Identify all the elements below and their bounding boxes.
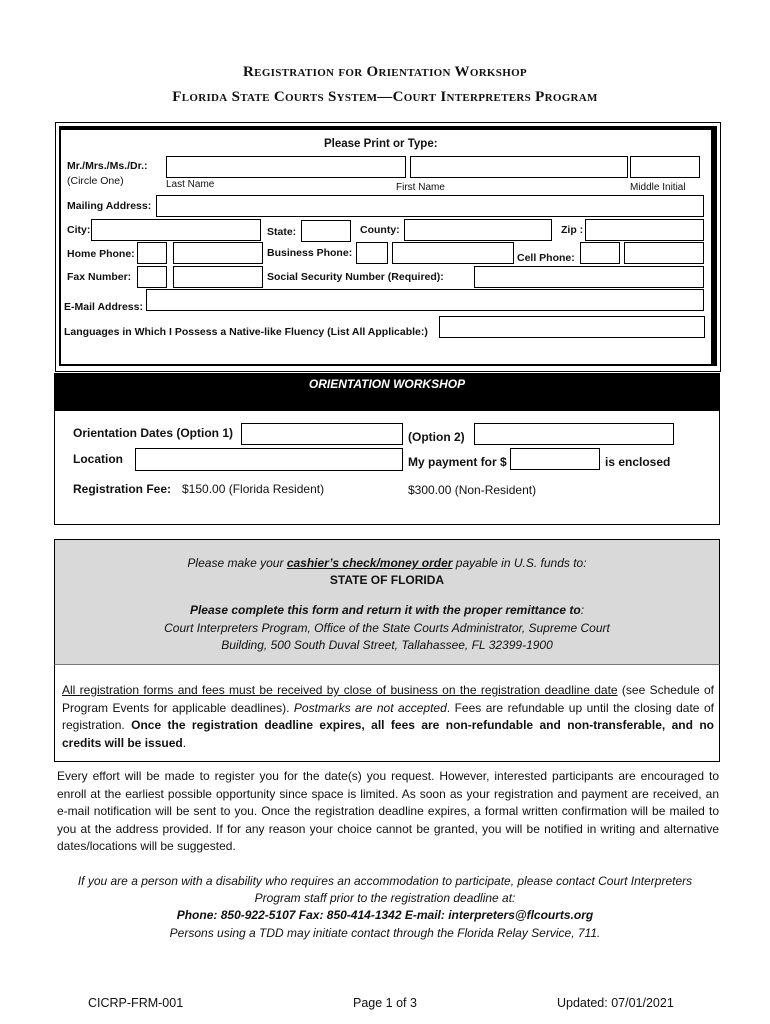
last-name-field[interactable] bbox=[166, 156, 406, 178]
city-field[interactable] bbox=[91, 219, 261, 241]
option2-field[interactable] bbox=[474, 423, 674, 445]
fee-nonresident: $300.00 (Non-Resident) bbox=[408, 483, 537, 497]
cell-phone-label: Cell Phone: bbox=[517, 252, 575, 264]
document-title: Registration for Orientation Workshop bbox=[243, 64, 527, 80]
tdd-note: Persons using a TDD may initiate contact through the Florida Relay Service, 711. bbox=[169, 926, 601, 940]
mailing-address-line1: Court Interpreters Program, Office of the State Courts Administrator, Supreme Court bbox=[164, 621, 610, 635]
mailing-address-label: Mailing Address: bbox=[67, 200, 152, 212]
fax-number-field[interactable] bbox=[173, 266, 263, 288]
complete-form-instruction: Please complete this form and return it with the proper remittance to: bbox=[189, 603, 585, 617]
updated-date: Updated: 07/01/2021 bbox=[557, 996, 674, 1010]
cashiers-check-text: cashier’s check/money order bbox=[286, 556, 453, 570]
payment-enclosed-label: is enclosed bbox=[605, 455, 671, 469]
business-phone-area-field[interactable] bbox=[356, 242, 388, 264]
ssn-field[interactable] bbox=[474, 266, 704, 288]
city-label: City: bbox=[67, 224, 91, 236]
form-id: CICRP-FRM-001 bbox=[88, 996, 184, 1010]
first-name-field[interactable] bbox=[410, 156, 628, 178]
fee-resident: $150.00 (Florida Resident) bbox=[182, 482, 325, 496]
payment-instruction-line: Please make your cashier’s check/money order payable in U.S. funds to: bbox=[187, 556, 587, 570]
deadline-notice: All registration forms and fees must be received by close of business on the registration deadline date (see Schedule of Program Events for applicable deadlines). Postmarks are not accepted. Fees are refundable up until the closing date of registration. Once the registration deadline expires, all fees are non-refundable and non-transferable, and no credits will be issued. bbox=[62, 683, 715, 750]
document-subtitle: Florida State Courts System—Court Interpreters Program bbox=[172, 89, 598, 105]
disability-note-line1: If you are a person with a disability who requires an accommodation to participate, please contact Court Interpreters bbox=[77, 874, 693, 888]
payment-amount-field[interactable] bbox=[510, 448, 600, 470]
cell-phone-number-field[interactable] bbox=[624, 242, 704, 264]
middle-initial-caption: Middle Initial bbox=[630, 182, 686, 193]
state-label: State: bbox=[267, 226, 297, 238]
fax-area-field[interactable] bbox=[137, 266, 167, 288]
home-phone-area-field[interactable] bbox=[137, 242, 167, 264]
dates-option1-field[interactable] bbox=[241, 423, 403, 445]
ssn-label: Social Security Number (Required): bbox=[267, 271, 444, 283]
zip-label: Zip : bbox=[561, 224, 584, 236]
email-label: E-Mail Address: bbox=[64, 301, 143, 313]
email-field[interactable] bbox=[146, 289, 704, 311]
option2-label: (Option 2) bbox=[408, 430, 465, 444]
last-name-caption: Last Name bbox=[166, 179, 215, 190]
zip-field[interactable] bbox=[585, 219, 704, 241]
frame-right-border bbox=[711, 126, 717, 366]
home-phone-label: Home Phone: bbox=[67, 248, 135, 260]
payment-label: My payment for $ bbox=[408, 455, 507, 469]
contact-info: Phone: 850-922-5107 Fax: 850-414-1342 E-mail: interpreters@flcourts.org bbox=[176, 908, 594, 922]
county-field[interactable] bbox=[404, 219, 552, 241]
salutation-label: Mr./Mrs./Ms./Dr.: bbox=[67, 160, 148, 172]
fax-number-label: Fax Number: bbox=[67, 271, 132, 283]
frame-top-border bbox=[59, 126, 717, 130]
disability-note-line2: Program staff prior to the registration deadline at: bbox=[254, 891, 516, 905]
registration-fee-label: Registration Fee: bbox=[73, 482, 172, 496]
location-field[interactable] bbox=[135, 448, 403, 471]
county-label: County: bbox=[360, 224, 400, 236]
info-paragraph: Every effort will be made to register you for the date(s) you request. However, interested participants are encouraged to enroll at the earliest possible opportunity since space is limited. As soon as your registration and payment are received, an e-mail notification will be sent to you. Once the registration deadline expires, a formal written confirmation will be mailed to you at the address provided. If for any reason your choice cannot be granted, you will be notified in writing and alternative dates/locations will be suggested. bbox=[57, 769, 719, 853]
mailing-address-field[interactable] bbox=[156, 195, 704, 217]
first-name-caption: First Name bbox=[396, 182, 445, 193]
circle-one-note: (Circle One) bbox=[67, 175, 124, 187]
business-phone-label: Business Phone: bbox=[267, 247, 353, 259]
middle-initial-field[interactable] bbox=[630, 156, 700, 178]
location-label: Location bbox=[73, 452, 123, 466]
page-number: Page 1 of 3 bbox=[353, 996, 417, 1010]
business-phone-number-field[interactable] bbox=[392, 242, 514, 264]
state-field[interactable] bbox=[301, 220, 351, 242]
languages-field[interactable] bbox=[439, 316, 705, 338]
mailing-address-line2: Building, 500 South Duval Street, Tallahassee, FL 32399-1900 bbox=[221, 638, 553, 652]
print-or-type-heading: Please Print or Type: bbox=[324, 138, 438, 150]
cell-phone-area-field[interactable] bbox=[580, 242, 620, 264]
languages-label: Languages in Which I Possess a Native-like Fluency (List All Applicable:) bbox=[64, 326, 428, 338]
payee-name: STATE OF FLORIDA bbox=[329, 573, 445, 587]
home-phone-number-field[interactable] bbox=[173, 242, 263, 264]
workshop-header: ORIENTATION WORKSHOP bbox=[54, 373, 720, 411]
dates-option1-label: Orientation Dates (Option 1) bbox=[73, 426, 234, 440]
